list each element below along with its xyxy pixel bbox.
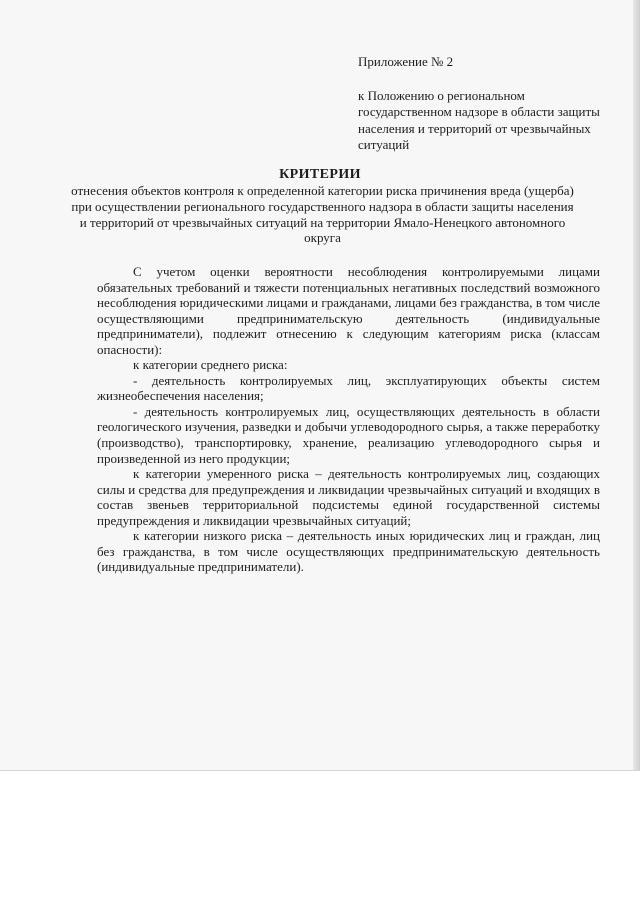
appendix-header: [358, 54, 618, 154]
medium-risk-heading: к категории среднего риска:: [133, 357, 288, 373]
medium-risk-item-2: - деятельность контролируемых лиц, осуществляющих деятельность в области геологического изучения, разведки и добычи углеводородного сырья, а также переработку (производство), транспортировку, хранение, реализацию углеводородного сырья и произведенной из него продукции;: [97, 403, 600, 466]
appendix-number: Приложение № 2: [358, 54, 454, 69]
moderate-risk-paragraph: к категории умеренного риска – деятельность контролируемых лиц, создающих силы и средства для предупреждения и ликвидации чрезвычайных ситуаций и входящих в состав звеньев территориальной подсистемы единой государственной системы предупреждения и ликвидации чрезвычайных ситуаций;: [97, 466, 600, 528]
medium-risk-item-1: - деятельность контролируемых лиц, эксплуатирующих объекты систем жизнеобеспечения населения;: [97, 372, 600, 404]
document-subtitle: отнесения объектов контроля к определенной категории риска причинения вреда (ущерба) при осуществлении регионального государственного надзора в области защиты населения и территорий от чрезвычайных ситуаций на территории Ямало-Ненецкого автономного округа: [71, 183, 574, 246]
page-edge-shadow: [633, 0, 640, 770]
document-body: [97, 264, 600, 575]
appendix-reference: к Положению о региональном государственном надзоре в области защиты населения и территорий от чрезвычайных ситуаций: [358, 87, 600, 152]
intro-paragraph: С учетом оценки вероятности несоблюдения контролируемыми лицами обязательных требований и тяжести потенциальных негативных последствий возможного несоблюдения юридическими лицами и гражданами, лицами без гражданства, в том числе осуществляющими предпринимательскую деятельность (индивидуальные предприниматели), подлежит отнесению к следующим категориям риска (классам опасности):: [97, 264, 600, 357]
low-risk-paragraph: к категории низкого риска – деятельность иных юридических лиц и граждан, лиц без гражданства, в том числе осуществляющих предпринимательскую деятельность (индивидуальные предприниматели).: [97, 528, 600, 575]
document-title: КРИТЕРИИ: [279, 167, 361, 182]
